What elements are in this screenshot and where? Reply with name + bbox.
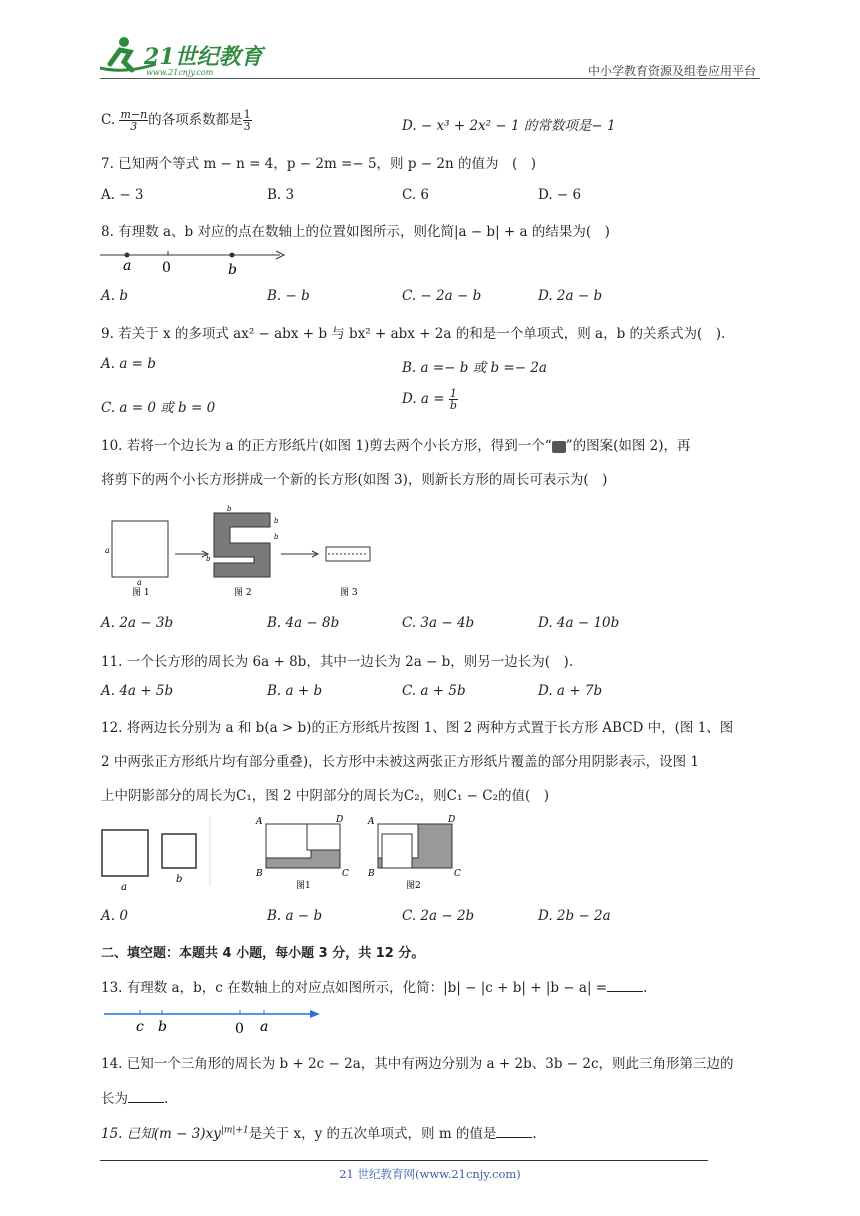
svg-text:B: B: [368, 869, 375, 879]
q9-option-a: A. a = b: [101, 356, 156, 372]
q12-figures: [98, 814, 478, 894]
svg-text:21世纪教育: 21世纪教育: [144, 44, 263, 70]
q10-option-b: B. 4a − 8b: [267, 615, 340, 631]
svg-text:图2: 图2: [406, 881, 421, 891]
q8-option-c: C. − 2a − b: [402, 288, 482, 304]
svg-text:0: 0: [235, 1021, 244, 1036]
q9-option-c: C. a = 0 或 b = 0: [101, 400, 216, 416]
svg-text:a: a: [260, 1019, 269, 1035]
q12-stem-line1: 12. 将两边长分别为 a 和 b(a > b)的正方形纸片按图 1、图 2 两种方式置于长方形 ABCD 中，(图 1、图: [101, 720, 734, 736]
q8-option-d: D. 2a − b: [538, 288, 603, 304]
svg-text:b: b: [227, 505, 232, 513]
q12-stem-line3: 上中阴影部分的周长为C₁，图 2 中阴部分的周长为C₂，则C₁ − C₂的值( ): [101, 788, 550, 804]
q8-option-b: B. − b: [267, 288, 310, 304]
axis-label-0: 0: [162, 260, 171, 276]
q7-stem: 7. 已知两个等式 m − n = 4，p − 2m =− 5，则 p − 2n 的值为 ( ): [101, 156, 536, 172]
q10-option-d: D. 4a − 10b: [538, 615, 620, 631]
q9-option-b: B. a =− b 或 b =− 2a: [402, 360, 547, 376]
q11-option-a: A. 4a + 5b: [101, 683, 174, 699]
svg-text:b: b: [176, 874, 183, 885]
svg-text:图 1: 图 1: [132, 588, 150, 598]
q10-option-a: A. 2a − 3b: [101, 615, 174, 631]
svg-text:图 3: 图 3: [340, 588, 358, 598]
q12-option-a: A. 0: [101, 908, 128, 924]
svg-text:图 2: 图 2: [234, 588, 252, 598]
runner-logo-icon: [96, 34, 266, 78]
q11-option-c: C. a + 5b: [402, 683, 466, 699]
q12-stem-line2: 2 中两张正方形纸片均有部分重叠)，长方形中未被这两张正方形纸片覆盖的部分用阴影表示，设图 1: [101, 754, 700, 770]
footer-link[interactable]: 21 世纪教育网(www.21cnjy.com): [339, 1167, 521, 1181]
q8-stem: 8. 有理数 a、b 对应的点在数轴上的位置如图所示，则化简|a − b| + a 的结果为( ): [101, 224, 610, 240]
svg-text:a: a: [105, 546, 110, 555]
svg-text:A: A: [368, 817, 375, 827]
svg-text:C: C: [454, 869, 461, 879]
svg-text:b: b: [206, 555, 211, 563]
q13-stem: 13. 有理数 a，b，c 在数轴上的对应点如图所示，化简：|b| − |c + b| + |b − a| = .: [101, 980, 648, 996]
svg-text:D: D: [448, 815, 456, 825]
svg-text:图1: 图1: [296, 881, 311, 891]
q8-number-line: [98, 246, 288, 278]
svg-text:www.21cnjy.com: www.21cnjy.com: [146, 68, 214, 77]
axis-label-a: a: [123, 258, 132, 274]
platform-name: 中小学教育资源及组卷应用平台: [587, 64, 756, 78]
q13-answer-blank[interactable]: [607, 979, 643, 992]
q14-line1: 14. 已知一个三角形的周长为 b + 2c − 2a，其中有两边分别为 a + 2b、3b − 2c，则此三角形第三边的: [101, 1056, 734, 1072]
q12-option-c: C. 2a − 2b: [402, 908, 475, 924]
q9-option-d: D. a = $\frac{1}{b}$: [402, 387, 457, 412]
svg-text:a: a: [121, 882, 127, 893]
q6-option-d: D. − x³ + 2x² − 1 的常数项是− 1: [402, 118, 616, 134]
q9-stem: 9. 若关于 x 的多项式 ax² − abx + b 与 bx² + abx + 2a 的和是一个单项式，则 a，b 的关系式为( ).: [101, 326, 726, 342]
q7-option-c: C. 6: [402, 187, 430, 203]
q8-option-a: A. b: [101, 288, 128, 304]
svg-text:b: b: [274, 517, 279, 525]
s-shape-icon: [552, 441, 566, 453]
q10-figures: [100, 505, 372, 601]
q11-option-d: D. a + 7b: [538, 683, 603, 699]
svg-text:A: A: [256, 817, 263, 827]
q13-number-line: [100, 1004, 330, 1036]
header-divider: [100, 78, 760, 79]
q14-answer-blank[interactable]: [128, 1090, 164, 1103]
q12-option-b: B. a − b: [267, 908, 323, 924]
brand-logo: [96, 34, 266, 78]
svg-text:C: C: [342, 869, 349, 879]
svg-text:b: b: [158, 1019, 167, 1035]
q10-stem-line2: 将剪下的两个小长方形拼成一个新的长方形(如图 3)，则新长方形的周长可表示为( ): [101, 472, 608, 488]
q7-option-b: B. 3: [267, 187, 295, 203]
footer-divider: [100, 1160, 708, 1161]
svg-text:a: a: [137, 578, 142, 587]
q10-stem-line1: 10. 若将一个边长为 a 的正方形纸片(如图 1)剪去两个小长方形，得到一个“ ”的图案(如图 2)，再: [101, 438, 691, 454]
q11-option-b: B. a + b: [267, 683, 323, 699]
section-heading: 二、填空题：本题共 4 小题，每小题 3 分，共 12 分。: [101, 946, 425, 961]
svg-text:b: b: [274, 533, 279, 541]
q15-stem: 15. 已知$(m - 3)xy^{|m|+1}$是关于 x，y 的五次单项式，则 m 的值是 .: [101, 1125, 537, 1142]
q11-stem: 11. 一个长方形的周长为 6a + 8b，其中一边长为 2a − b，则另一边长为( ).: [101, 654, 574, 670]
q12-option-d: D. 2b − 2a: [538, 908, 611, 924]
q6-option-c: C. $\frac{m-n}{3}$ 的各项系数都是 $\frac{1}{3}$: [101, 108, 251, 133]
svg-text:D: D: [336, 815, 344, 825]
svg-text:c: c: [136, 1019, 144, 1035]
q14-line2: 长为 .: [101, 1091, 169, 1107]
svg-text:B: B: [256, 869, 263, 879]
q7-option-a: A. − 3: [101, 187, 144, 203]
q10-option-c: C. 3a − 4b: [402, 615, 475, 631]
q15-answer-blank[interactable]: [496, 1125, 532, 1138]
axis-label-b: b: [228, 262, 237, 278]
q7-option-d: D. − 6: [538, 187, 582, 203]
